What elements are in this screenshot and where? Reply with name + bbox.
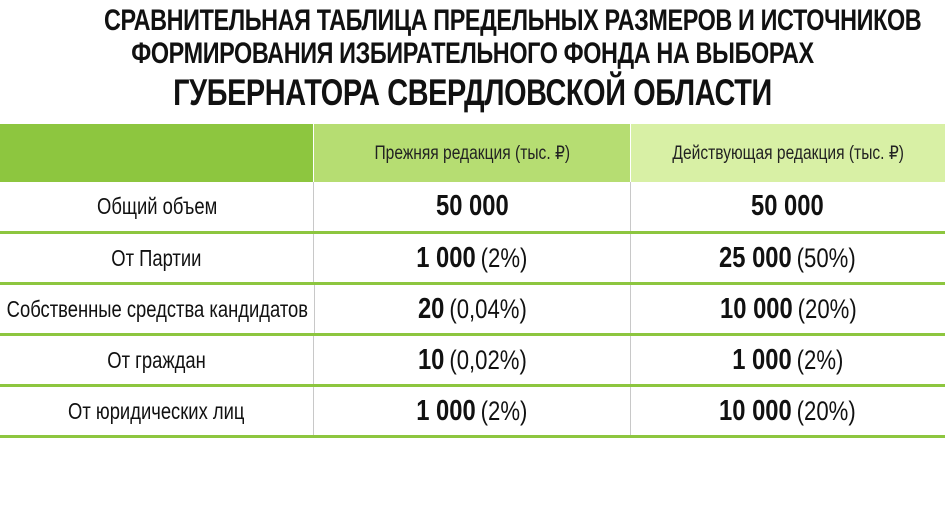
- current-amount: 50 000: [751, 190, 825, 222]
- current-amount: 25 000: [719, 241, 793, 274]
- row-label-text: Собственные средства кандидатов: [6, 295, 308, 322]
- title-line-3: ГУБЕРНАТОРА СВЕРДЛОВСКОЙ ОБЛАСТИ: [173, 72, 772, 113]
- table-row: [0, 387, 945, 438]
- header-cell-previous: [313, 124, 629, 182]
- table-row: [0, 182, 945, 234]
- header-previous-text: Прежняя редакция (тыс. ₽): [374, 142, 570, 164]
- row-label: [0, 336, 313, 384]
- previous-value-cell: [313, 336, 629, 384]
- previous-amount: 1 000: [416, 241, 476, 274]
- row-label-text: От юридических лиц: [68, 397, 245, 424]
- row-label-text: От граждан: [107, 346, 206, 373]
- current-amount: 1 000: [732, 343, 792, 376]
- previous-percent: (2%): [480, 395, 528, 426]
- row-label: [0, 182, 313, 231]
- previous-value-cell: [313, 182, 629, 231]
- current-value-cell: [630, 387, 945, 435]
- row-label: [0, 285, 314, 333]
- previous-value-cell: [313, 387, 629, 435]
- comparison-table: [0, 124, 945, 438]
- previous-percent: (0,04%): [449, 293, 527, 324]
- header-cell-current: [630, 124, 945, 182]
- header-current-text: Действующая редакция (тыс. ₽): [672, 142, 904, 164]
- title-line-2: ФОРМИРОВАНИЯ ИЗБИРАТЕЛЬНОГО ФОНДА НА ВЫБОРАХ: [131, 37, 814, 70]
- previous-percent: (0,02%): [448, 344, 527, 375]
- row-label: [0, 234, 313, 282]
- previous-amount: 20: [418, 292, 445, 325]
- current-value-cell: [630, 234, 945, 282]
- table-row: [0, 234, 945, 285]
- row-label-text: Общий объем: [96, 193, 217, 219]
- current-value-cell: [630, 336, 945, 384]
- current-percent: (2%): [796, 344, 844, 375]
- table-header-row: [0, 124, 945, 182]
- previous-amount: 10: [417, 343, 444, 376]
- previous-percent: (2%): [480, 242, 528, 273]
- current-percent: (20%): [797, 293, 857, 324]
- previous-amount: 50 000: [435, 190, 509, 222]
- current-percent: (20%): [797, 395, 857, 426]
- previous-value-cell: [314, 285, 630, 333]
- current-amount: 10 000: [719, 394, 793, 427]
- header-cell-label: [0, 124, 313, 182]
- current-value-cell: [630, 182, 945, 231]
- table-row: [0, 285, 945, 336]
- row-label: [0, 387, 313, 435]
- previous-value-cell: [313, 234, 629, 282]
- current-percent: (50%): [797, 242, 857, 273]
- title-line-1: СРАВНИТЕЛЬНАЯ ТАБЛИЦА ПРЕДЕЛЬНЫХ РАЗМЕРОВ И ИСТОЧНИКОВ: [103, 4, 922, 37]
- table-row: [0, 336, 945, 387]
- current-amount: 10 000: [719, 292, 793, 325]
- previous-amount: 1 000: [416, 394, 476, 427]
- row-label-text: От Партии: [111, 244, 202, 271]
- current-value-cell: [630, 285, 945, 333]
